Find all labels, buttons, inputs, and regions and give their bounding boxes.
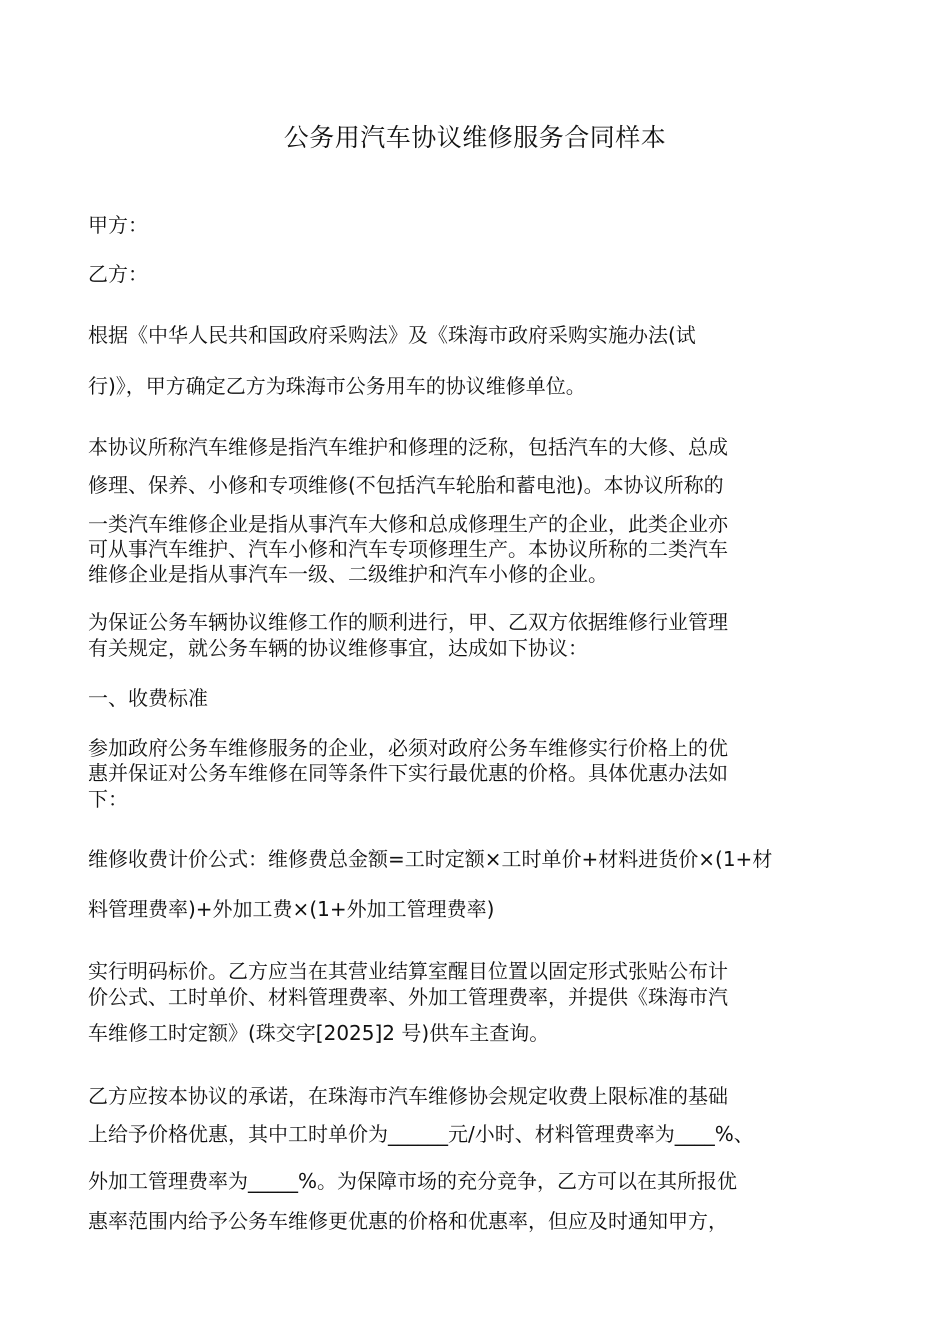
paragraph-2-line-3: 一类汽车维修企业是指从事汽车大修和总成修理生产的企业，此类企业亦 <box>88 512 728 536</box>
paragraph-3-line-1: 为保证公务车辆协议维修工作的顺利进行，甲、乙双方依据维修行业管理 <box>88 610 728 634</box>
paragraph-2-line-2: 修理、保养、小修和专项维修(不包括汽车轮胎和蓄电池)。本协议所称的 <box>88 473 724 497</box>
fee-formula-line-2: 料管理费率)+外加工费×(1+外加工管理费率) <box>88 897 495 921</box>
paragraph-4-line-1: 参加政府公务车维修服务的企业，必须对政府公务车维修实行价格上的优 <box>88 736 728 760</box>
paragraph-7-line-3: 外加工管理费率为_____%。为保障市场的充分竞争，乙方可以在其所报优 <box>88 1169 738 1193</box>
fee-formula-line-1: 维修收费计价公式：维修费总金额=工时定额×工时单价+材料进货价×(1+材 <box>88 847 773 871</box>
paragraph-1-line-1: 根据《中华人民共和国政府采购法》及《珠海市政府采购实施办法(试 <box>88 323 696 347</box>
paragraph-7-line-1: 乙方应按本协议的承诺，在珠海市汽车维修协会规定收费上限标准的基础 <box>88 1084 728 1108</box>
paragraph-4-line-3: 下： <box>88 787 128 811</box>
document-title: 公务用汽车协议维修服务合同样本 <box>283 123 667 152</box>
paragraph-7-line-2: 上给予价格优惠，其中工时单价为______元/小时、材料管理费率为____%、 <box>88 1122 754 1146</box>
paragraph-2-line-5: 维修企业是指从事汽车一级、二级维护和汽车小修的企业。 <box>88 562 608 586</box>
paragraph-2-line-4: 可从事汽车维护、汽车小修和汽车专项修理生产。本协议所称的二类汽车 <box>88 537 728 561</box>
paragraph-4-line-2: 惠并保证对公务车维修在同等条件下实行最优惠的价格。具体优惠办法如 <box>88 761 728 785</box>
party-a-label: 甲方： <box>88 213 148 237</box>
paragraph-6-line-3: 车维修工时定额》(珠交字[2025]2 号)供车主查询。 <box>88 1021 550 1045</box>
section-heading-fees: 一、收费标准 <box>88 686 208 710</box>
paragraph-6-line-2: 价公式、工时单价、材料管理费率、外加工管理费率，并提供《珠海市汽 <box>88 985 728 1009</box>
party-b-label: 乙方： <box>88 262 148 286</box>
paragraph-1-line-2: 行)》，甲方确定乙方为珠海市公务用车的协议维修单位。 <box>88 374 586 398</box>
paragraph-7-line-4: 惠率范围内给予公务车维修更优惠的价格和优惠率，但应及时通知甲方， <box>88 1209 728 1233</box>
paragraph-6-line-1: 实行明码标价。乙方应当在其营业结算室醒目位置以固定形式张贴公布计 <box>88 959 728 983</box>
paragraph-2-line-1: 本协议所称汽车维修是指汽车维护和修理的泛称，包括汽车的大修、总成 <box>88 435 728 459</box>
paragraph-3-line-2: 有关规定，就公务车辆的协议维修事宜，达成如下协议： <box>88 636 588 660</box>
